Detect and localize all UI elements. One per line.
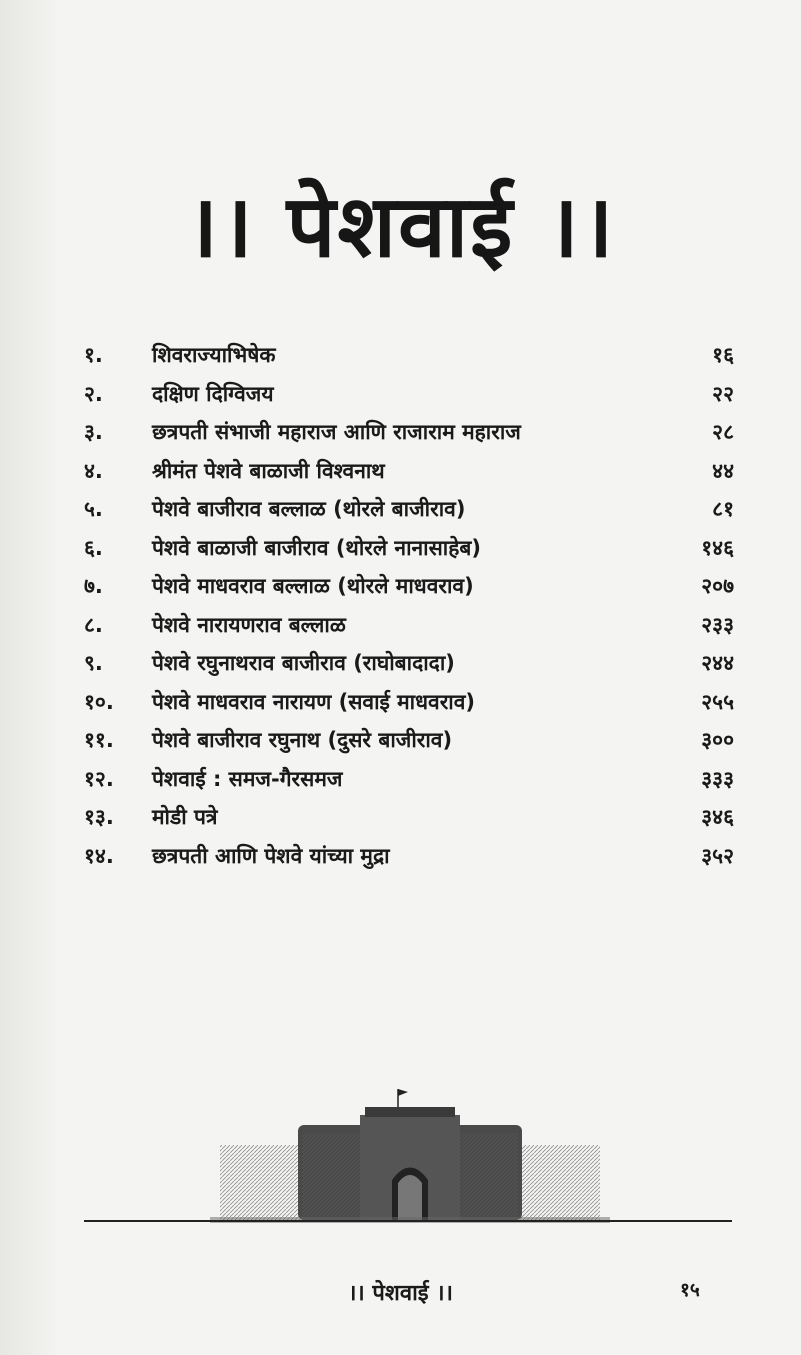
- toc-entry-title: श्रीमंत पेशवे बाळाजी विश्वनाथ: [152, 458, 385, 483]
- table-of-contents: [84, 336, 734, 875]
- toc-entry-page: ३३३: [701, 766, 734, 791]
- toc-entry-title: छत्रपती संभाजी महाराज आणि राजाराम महाराज: [152, 420, 521, 444]
- toc-entry-number: ११.: [84, 728, 114, 752]
- toc-entry-number: २.: [84, 381, 103, 406]
- toc-entry-page: ३४६: [701, 805, 734, 829]
- toc-entry-page: २०७: [701, 574, 734, 598]
- toc-entry-page: ३५२: [701, 843, 734, 868]
- toc-entry: [84, 644, 734, 683]
- toc-entry-title: दक्षिण दिग्विजय: [152, 381, 274, 406]
- page-title: ।। पेशवाई ।।: [185, 176, 616, 277]
- toc-entry-page: ३००: [701, 728, 734, 752]
- toc-entry-number: १०.: [84, 689, 114, 714]
- toc-entry-page: १६: [712, 343, 734, 367]
- toc-entry: [84, 837, 734, 876]
- toc-entry-number: १४.: [84, 843, 114, 868]
- toc-entry-title: पेशवे बाजीराव बल्लाळ (थोरले बाजीराव): [152, 497, 466, 521]
- toc-entry: [84, 452, 734, 491]
- toc-entry-title: शिवराज्याभिषेक: [152, 343, 276, 367]
- toc-entry-number: ८.: [84, 612, 103, 637]
- toc-entry-page: २८: [712, 420, 734, 444]
- toc-entry-number: १३.: [84, 805, 114, 829]
- toc-entry-title: मोडी पत्रे: [152, 805, 218, 829]
- toc-entry-title: छत्रपती आणि पेशवे यांच्या मुद्रा: [152, 843, 390, 868]
- toc-entry: [84, 798, 734, 837]
- footer-divider: [84, 1220, 732, 1222]
- shaniwarwada-illustration: [210, 1085, 610, 1225]
- toc-entry-title: पेशवे नारायणराव बल्लाळ: [152, 612, 346, 637]
- toc-entry-title: पेशवे बाळाजी बाजीराव (थोरले नानासाहेब): [152, 535, 481, 560]
- toc-entry-page: ४४: [712, 458, 734, 483]
- toc-entry: [84, 375, 734, 414]
- toc-entry-page: २४४: [701, 651, 734, 675]
- toc-entry-page: २३३: [701, 612, 734, 637]
- toc-entry-number: ४.: [84, 458, 103, 483]
- toc-entry-number: ९.: [84, 651, 103, 675]
- toc-entry-title: पेशवे रघुनाथराव बाजीराव (राघोबादादा): [152, 651, 455, 675]
- toc-entry-number: १.: [84, 343, 103, 367]
- toc-entry: [84, 336, 734, 375]
- toc-entry: [84, 760, 734, 799]
- toc-entry: [84, 567, 734, 606]
- toc-entry-page: २२: [712, 381, 734, 406]
- footer-title: ।। पेशवाई ।।: [348, 1280, 453, 1306]
- toc-entry-number: ७.: [84, 574, 103, 598]
- toc-entry-page: ८१: [712, 497, 734, 521]
- toc-entry-number: ५.: [84, 497, 103, 521]
- toc-entry: [84, 606, 734, 645]
- toc-entry: [84, 413, 734, 452]
- toc-entry-title: पेशवे माधवराव बल्लाळ (थोरले माधवराव): [152, 574, 474, 598]
- toc-entry-title: पेशवाई : समज-गैरसमज: [152, 766, 343, 791]
- toc-entry-page: २५५: [701, 689, 734, 714]
- toc-entry: [84, 490, 734, 529]
- toc-entry-number: १२.: [84, 766, 114, 791]
- toc-entry-number: ३.: [84, 420, 103, 444]
- toc-entry: [84, 529, 734, 568]
- page-number: १५: [680, 1279, 700, 1301]
- toc-entry-page: १४६: [701, 535, 734, 560]
- toc-entry-title: पेशवे बाजीराव रघुनाथ (दुसरे बाजीराव): [152, 728, 453, 752]
- toc-entry-number: ६.: [84, 535, 103, 560]
- toc-entry: [84, 683, 734, 722]
- toc-entry: [84, 721, 734, 760]
- toc-entry-title: पेशवे माधवराव नारायण (सवाई माधवराव): [152, 689, 476, 714]
